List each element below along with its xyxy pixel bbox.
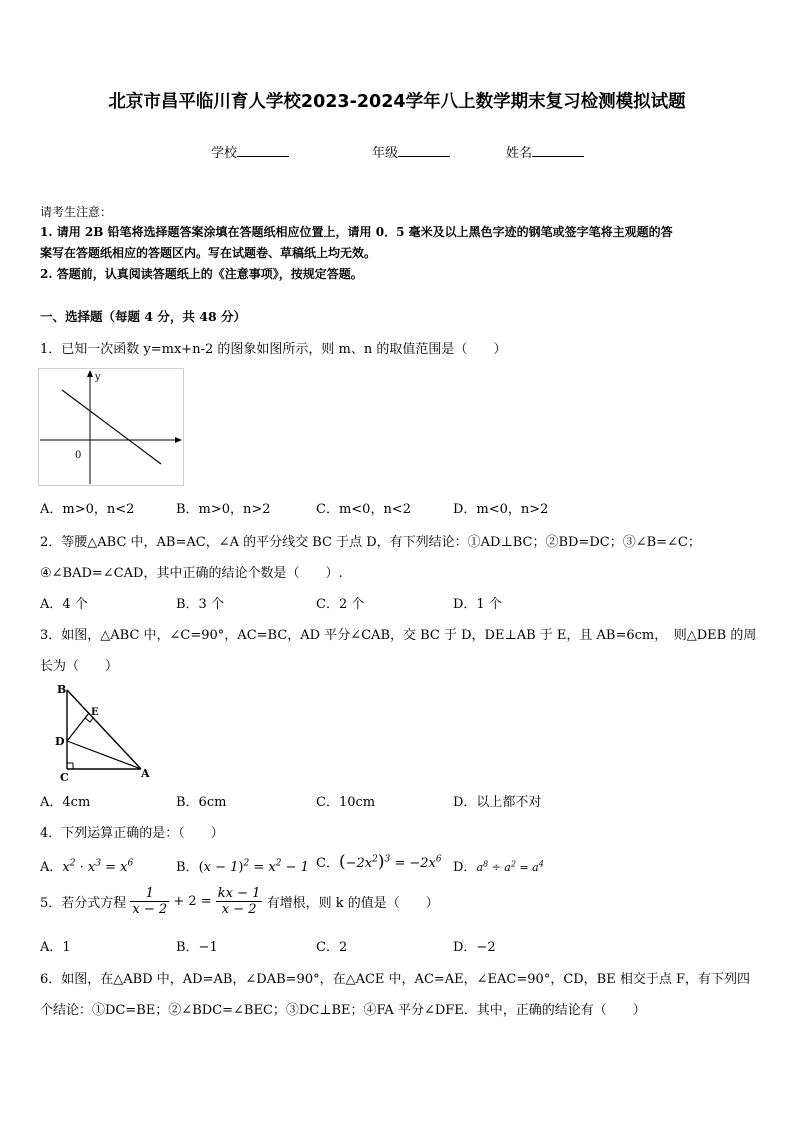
q5-option-a: A．1 — [40, 940, 71, 955]
q5-frac1-num: 1 — [130, 886, 169, 902]
q3-label-a: A — [141, 767, 150, 780]
school-label: 学校 — [211, 146, 238, 161]
q1-option-a: A．m>0，n<2 — [40, 502, 135, 517]
q4-option-d-expr: $a^8 \div a^2 = a^4$ — [476, 859, 544, 874]
q2-option-d: D．1 个 — [453, 597, 502, 612]
name-label: 姓名 — [506, 146, 533, 161]
q1-figure — [38, 368, 184, 486]
grade-field — [372, 142, 450, 161]
q3-option-c: C．10cm — [316, 795, 376, 810]
q3-option-a: A．4cm — [40, 795, 91, 810]
notice-heading: 请考生注意： — [40, 205, 113, 219]
notice-line-3: 2. 答题前，认真阅读答题纸上的《注意事项》，按规定答题。 — [40, 267, 363, 281]
notice-line-1: 1. 请用 2B 铅笔将选择题答案涂填在答题纸相应位置上，请用 0．5 毫米及以上黑色字迹的钢笔或签字笔将主观题的答 — [40, 225, 673, 239]
q5-frac2-den: x − 2 — [221, 902, 257, 917]
q3-triangle — [54, 680, 158, 784]
q5-option-d: D．−2 — [453, 940, 496, 955]
q1-graph — [38, 368, 184, 486]
q4-option-c-expr: $(-2x^2)^3 = -2x^6$ — [338, 852, 442, 872]
q3-stem-line-1: 3．如图，△ABC 中，∠C=90°，AC=BC，AD 平分∠CAB，交 BC 于 D，DE⊥AB 于 E，且 AB=6cm， 则△DEB 的周 — [40, 628, 757, 643]
q5-prefix: 5．若分式方程 — [40, 896, 127, 911]
q2-option-b: B．3 个 — [176, 597, 224, 612]
q4-option-c-label: C． — [316, 856, 339, 871]
q3-label-e: E — [91, 707, 99, 718]
name-field — [506, 142, 584, 161]
q5-frac2-num: kx − 1 — [217, 886, 261, 901]
q5-fraction-2 — [216, 886, 263, 917]
grade-label: 年级 — [372, 146, 399, 161]
q5-option-c: C．2 — [316, 940, 348, 955]
q2-stem-line-2: ④∠BAD=∠CAD，其中正确的结论个数是（ ）. — [40, 566, 343, 581]
q1-option-b: B．m>0，n>2 — [176, 502, 271, 517]
q2-option-c: C．2 个 — [316, 597, 365, 612]
q4-option-a — [40, 856, 133, 875]
q5-fraction-1 — [130, 886, 169, 917]
q4-option-b — [176, 856, 309, 875]
q1-origin-label: 0 — [75, 450, 82, 461]
q4-option-b-expr: $(x - 1)^2 = x^2 - 1$ — [198, 858, 309, 875]
q3-figure — [54, 680, 158, 784]
q3-label-d: D — [55, 735, 65, 748]
q4-option-d — [453, 856, 544, 875]
q2-option-a: A．4 个 — [40, 597, 88, 612]
q5-option-b: B．−1 — [176, 940, 218, 955]
section-heading: 一、选择题（每题 4 分，共 48 分） — [40, 309, 247, 324]
q6-stem-line-2: 个结论：①DC=BE；②∠BDC=∠BEC；③DC⊥BE；④FA 平分∠DFE．其中，正确的结论有（ ） — [40, 1003, 646, 1018]
q3-option-b: B．6cm — [176, 795, 227, 810]
q5-suffix: 有增根，则 k 的值是（ ） — [266, 896, 439, 911]
q4-option-a-label: A． — [40, 860, 63, 875]
q5-stem — [40, 886, 439, 917]
q4-option-b-label: B． — [176, 860, 199, 875]
q4-option-d-label: D． — [453, 860, 477, 875]
q2-stem-line-1: 2．等腰△ABC 中，AB=AC，∠A 的平分线交 BC 于点 D，有下列结论：①AD⊥BC；②BD=DC；③∠B=∠C； — [40, 535, 701, 550]
school-field — [211, 142, 289, 161]
q1-stem: 1．已知一次函数 y=mx+n-2 的图象如图所示，则 m、n 的取值范围是（ ） — [40, 342, 507, 357]
grade-blank — [398, 144, 450, 157]
q3-label-c: C — [60, 771, 69, 784]
q4-stem: 4．下列运算正确的是：（ ） — [40, 826, 224, 841]
q5-plus-two: + 2 = — [173, 894, 212, 909]
page-title: 北京市昌平临川育人学校2023-2024学年八上数学期末复习检测模拟试题 — [108, 92, 686, 112]
q1-y-label: y — [95, 372, 101, 383]
q3-stem-line-2: 长为（ ） — [40, 659, 119, 674]
school-blank — [237, 144, 289, 157]
q4-option-c — [316, 852, 442, 872]
q1-option-d: D．m<0，n>2 — [453, 502, 549, 517]
q3-option-d: D．以上都不对 — [453, 795, 542, 810]
q6-stem-line-1: 6．如图，在△ABD 中，AD=AB，∠DAB=90°，在△ACE 中，AC=AE，∠EAC=90°，CD，BE 相交于点 F，有下列四 — [40, 972, 751, 987]
name-blank — [532, 144, 584, 157]
q4-option-a-expr: $x^2 \cdot x^3 = x^6$ — [62, 858, 134, 875]
q1-option-c: C．m<0，n<2 — [316, 502, 411, 517]
q5-frac1-den: x − 2 — [132, 902, 168, 917]
notice-line-2: 案写在答题纸相应的答题区内。写在试题卷、草稿纸上均无效。 — [40, 246, 377, 260]
q3-label-b: B — [57, 683, 67, 696]
